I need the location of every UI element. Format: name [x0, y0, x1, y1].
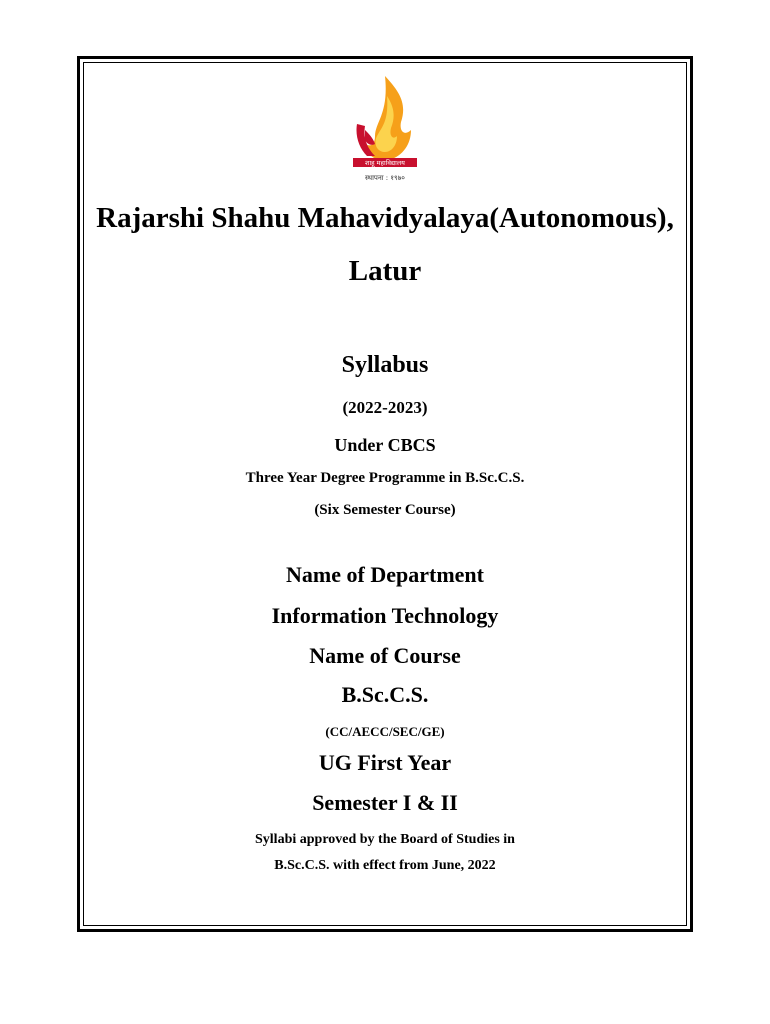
year-level: UG First Year: [318, 750, 452, 775]
department-label: Name of Department: [286, 562, 484, 587]
course-name: B.Sc.C.S.: [341, 682, 429, 707]
college-emblem-icon: [345, 74, 425, 186]
approval-line-2: B.Sc.C.S. with effect from June, 2022: [274, 858, 496, 873]
college-city: Latur: [348, 255, 422, 287]
course-label: Name of Course: [309, 643, 461, 668]
semester-label: Semester I & II: [312, 790, 458, 815]
department-name: Information Technology: [271, 603, 499, 628]
course-duration: (Six Semester Course): [314, 502, 456, 518]
college-name: Rajarshi Shahu Mahavidyalaya(Autonomous),: [96, 202, 674, 234]
logo-banner-text: शाहू महाविद्यालय: [365, 159, 405, 167]
logo-founded-text: स्थापना : १९७०: [365, 174, 405, 182]
programme-title: Three Year Degree Programme in B.Sc.C.S.: [245, 470, 525, 486]
scheme-label: Under CBCS: [334, 435, 436, 455]
course-types: (CC/AECC/SEC/GE): [325, 724, 445, 739]
approval-line-1: Syllabi approved by the Board of Studies in: [255, 832, 515, 847]
syllabus-heading: Syllabus: [341, 352, 429, 378]
academic-year: (2022-2023): [342, 398, 428, 417]
